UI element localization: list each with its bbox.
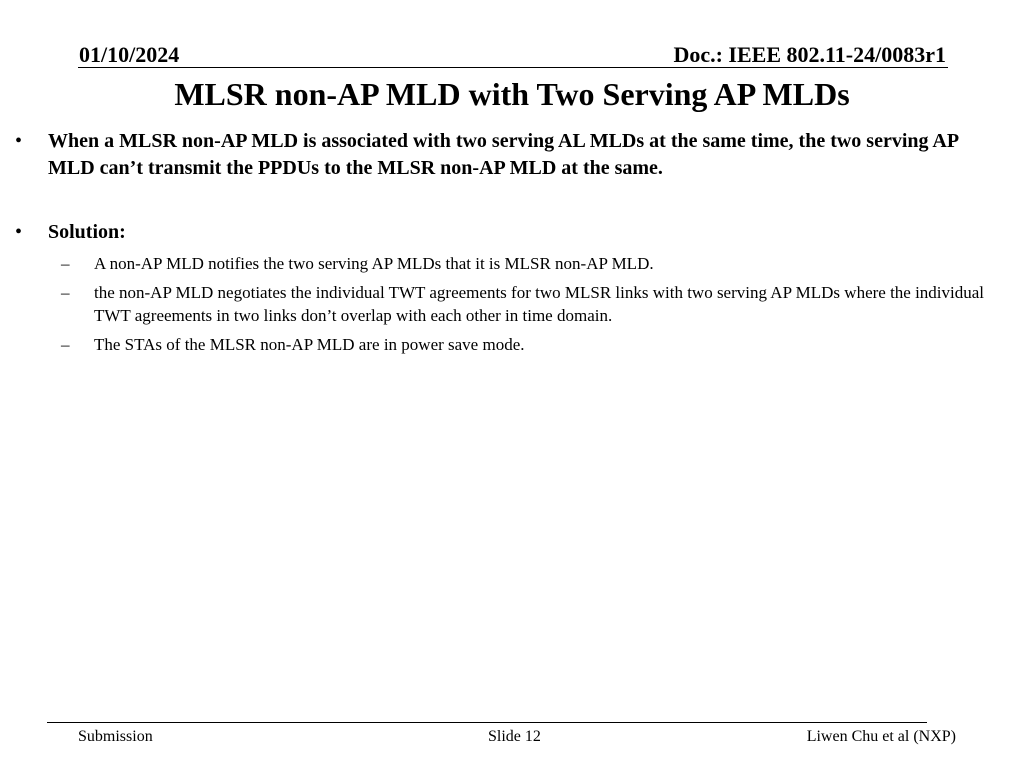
sub-list-item [61, 252, 994, 275]
sub-item-text: The STAs of the MLSR non-AP MLD are in power save mode. [94, 335, 525, 354]
sub-list-item [61, 333, 994, 356]
footer-submission: Submission [78, 728, 153, 745]
sub-item-text: the non-AP MLD negotiates the individual TWT agreements for two MLSR links with two serving AP MLDs where the individual TWT agreements in two links don’t overlap with each other in time domain. [94, 283, 985, 325]
bullet-text: Solution: [48, 221, 126, 243]
bullet-marker: • [15, 221, 23, 243]
footer-author: Liwen Chu et al (NXP) [806, 728, 956, 745]
slide-title: MLSR non-AP MLD with Two Serving AP MLDs [174, 76, 850, 112]
dash-marker: – [61, 283, 70, 302]
bullet-marker: • [15, 130, 23, 152]
bullet-item-solution [15, 219, 998, 246]
sub-item-text: A non-AP MLD notifies the two serving AP MLDs that it is MLSR non-AP MLD. [94, 254, 654, 273]
header-date: 01/10/2024 [79, 42, 180, 67]
dash-marker: – [61, 335, 70, 354]
bullet-text: When a MLSR non-AP MLD is associated with two serving AL MLDs at the same time, the two serving AP MLD can’t transmit the PPDUs to the MLSR non-AP MLD at the same. [48, 130, 958, 179]
header-divider [78, 67, 948, 68]
footer-slide-number: Slide 12 [488, 728, 541, 745]
sub-list-item [61, 281, 994, 327]
header-doc-id: Doc.: IEEE 802.11-24/0083r1 [673, 42, 946, 67]
footer-divider [47, 722, 927, 723]
bullet-item [15, 128, 998, 182]
dash-marker: – [61, 254, 70, 273]
solution-sub-list [61, 252, 994, 362]
